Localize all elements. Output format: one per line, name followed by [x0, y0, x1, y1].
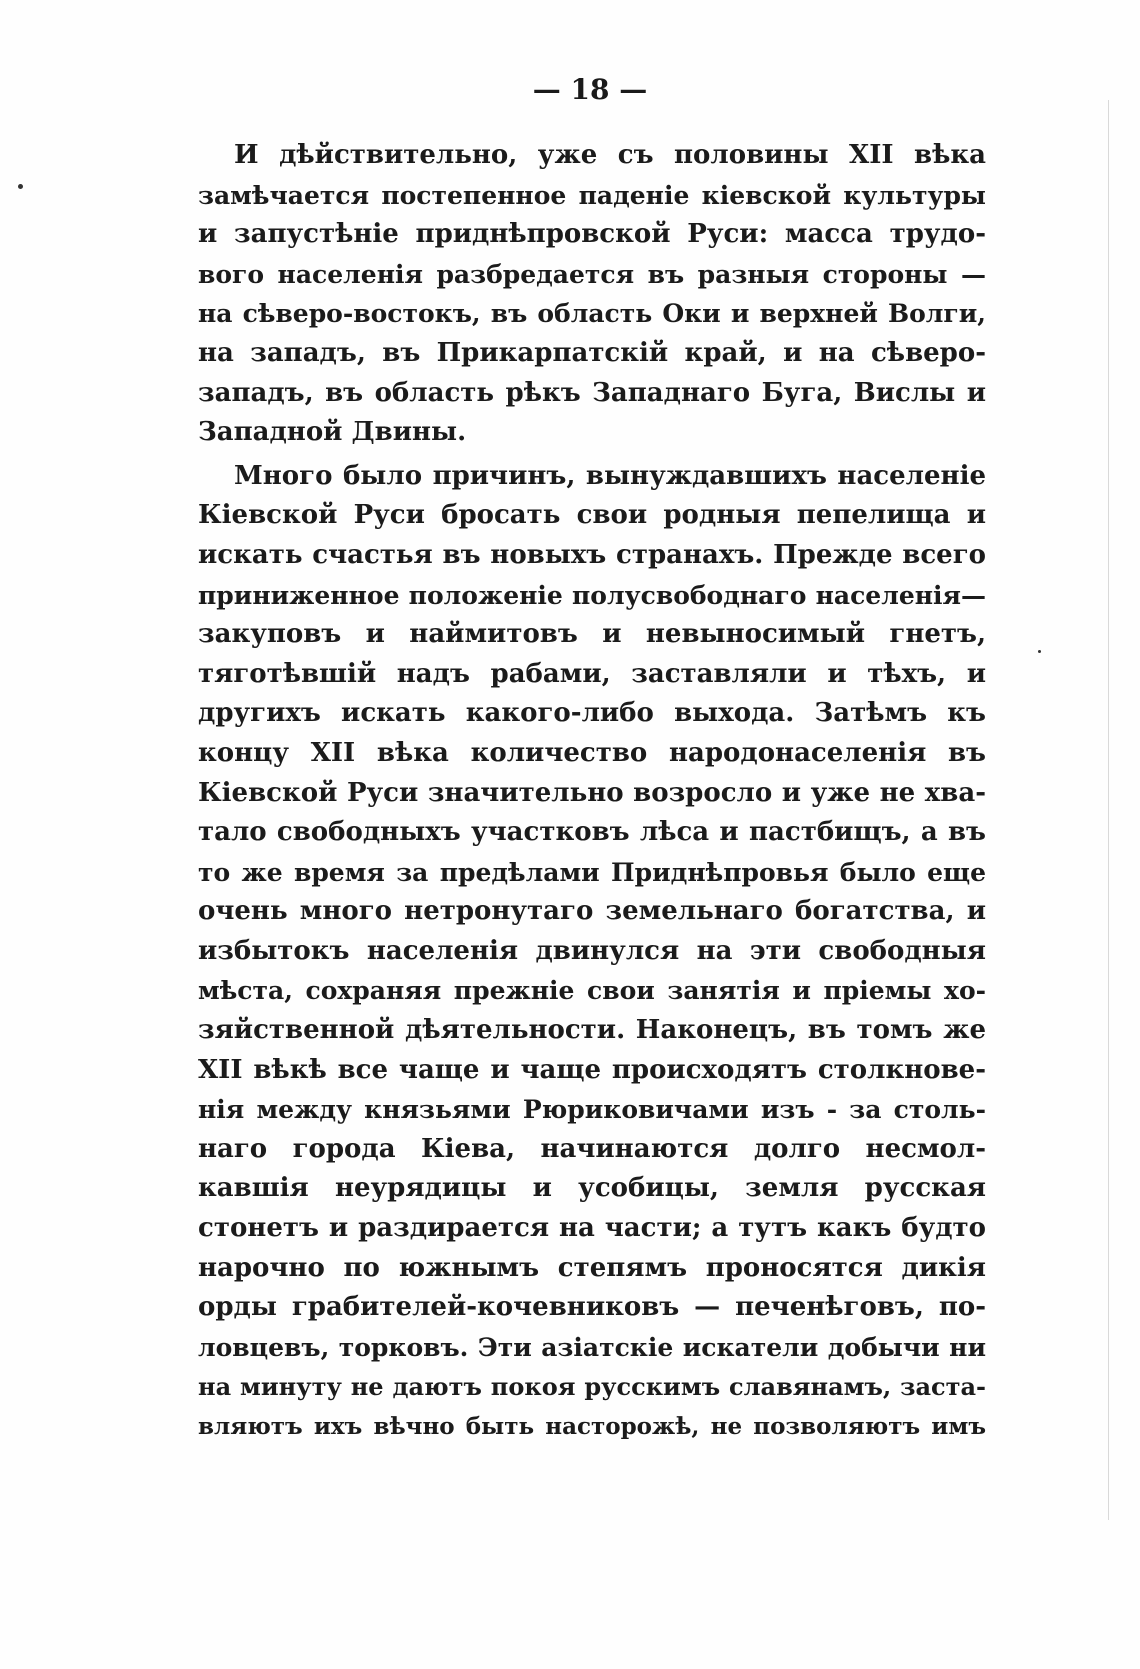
text-line: И дѣйствительно, уже съ половины XII вѣка	[234, 140, 986, 170]
page-edge-line	[1108, 100, 1109, 1520]
text-line: вого населенія разбредается въ разныя стороны —	[198, 259, 986, 289]
text-line: тало свободныхъ участковъ лѣса и пастбищъ, а въ	[198, 817, 986, 848]
text-line: на западъ, въ Прикарпатскій край, и на сѣверо-	[198, 337, 986, 368]
text-line: Западной Двины.	[198, 417, 467, 448]
text-line: западъ, въ область рѣкъ Западнаго Буга, Вислы и	[198, 377, 986, 408]
text-line: приниженное положеніе полусвободнаго населенія—	[198, 580, 986, 610]
text-line: стонетъ и раздирается на части; а тутъ какъ будто	[198, 1213, 986, 1244]
text-line: то же время за предѣлами Приднѣпровья было еще	[198, 857, 986, 887]
text-line: замѣчается постепенное паденіе кіевской культуры	[198, 180, 986, 210]
stray-mark	[1038, 650, 1041, 653]
text-line: XII вѣкѣ все чаще и чаще происходятъ столкнове-	[198, 1054, 986, 1085]
page-number: — 18 —	[532, 73, 648, 106]
text-line: искать счастья въ новыхъ странахъ. Прежде всего	[198, 539, 986, 570]
text-line: Кіевской Руси бросать свои родныя пепелища и	[198, 500, 986, 531]
body-text	[198, 136, 986, 1447]
text-line: мѣста, сохраняя прежніе свои занятія и пріемы хо-	[198, 976, 986, 1006]
text-line: на сѣверо-востокъ, въ область Оки и верхней Волги,	[198, 299, 986, 329]
text-line: закуповъ и наймитовъ и невыносимый гнетъ,	[198, 619, 986, 650]
text-line: зяйственной дѣятельности. Наконецъ, въ томъ же	[198, 1015, 986, 1046]
text-line: наго города Кіева, начинаются долго несмол-	[198, 1133, 986, 1164]
text-line: очень много нетронутаго земельнаго богатства, и	[198, 896, 986, 927]
text-line: кавшія неурядицы и усобицы, земля русская	[198, 1173, 986, 1204]
text-line: на минуту не даютъ покоя русскимъ славянамъ, заста-	[198, 1372, 986, 1402]
text-line: избытокъ населенія двинулся на эти свободныя	[198, 935, 986, 966]
text-line: концу XII вѣка количество народонаселенія въ	[198, 737, 986, 768]
text-line: ловцевъ, торковъ. Эти азіатскіе искатели добычи ни	[198, 1332, 986, 1362]
paragraph	[198, 136, 986, 453]
text-line: вляютъ ихъ вѣчно быть насторожѣ, не позволяютъ имъ	[198, 1413, 986, 1440]
text-line: Много было причинъ, вынуждавшихъ населеніе	[234, 460, 986, 491]
text-line: другихъ искать какого-либо выхода. Затѣмъ къ	[198, 698, 986, 729]
text-line: Кіевской Руси значительно возросло и уже не хва-	[198, 777, 986, 808]
stray-mark	[18, 184, 23, 189]
text-line: тяготѣвшій надъ рабами, заставляли и тѣхъ, и	[198, 658, 986, 689]
text-line: нія между князьями Рюриковичами изъ - за столь-	[198, 1095, 986, 1125]
text-line: и запустѣніе приднѣпровской Руси: масса трудо-	[198, 219, 986, 250]
text-line: нарочно по южнымъ степямъ проносятся дикія	[198, 1252, 986, 1283]
text-line: орды грабителей-кочевниковъ — печенѣговъ, по-	[198, 1292, 986, 1323]
paragraph	[198, 457, 986, 1447]
